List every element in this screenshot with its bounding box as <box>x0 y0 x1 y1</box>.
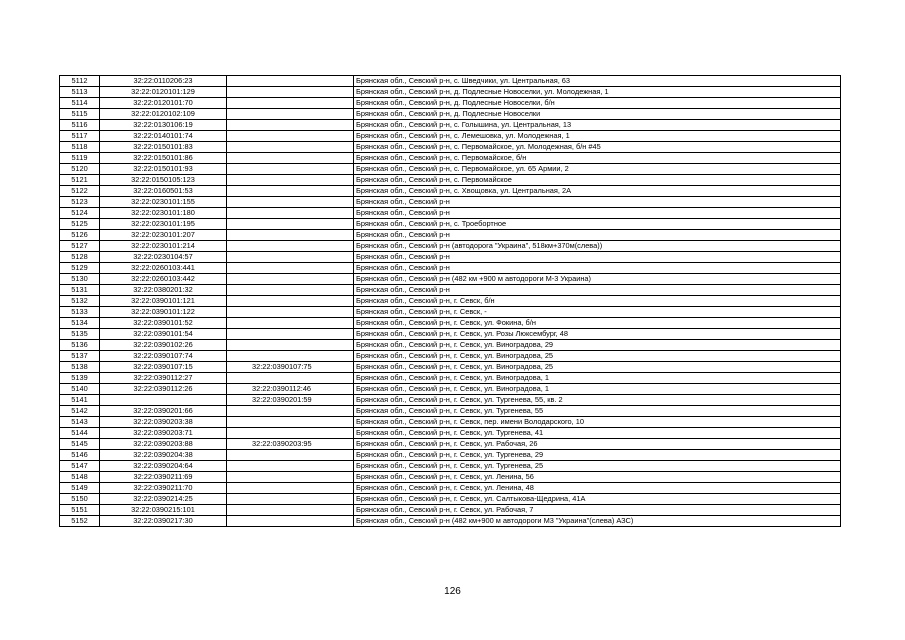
cadastral-number-cell: 32:22:0390211:70 <box>100 483 227 494</box>
cadastral-number-cell: 32:22:0390204:64 <box>100 461 227 472</box>
address-cell: Брянская обл., Севский р-н, г. Севск, ул. Тургенева, 55, кв. 2 <box>354 395 841 406</box>
table-row <box>60 307 841 318</box>
address-cell: Брянская обл., Севский р-н, г. Севск, ул. Фокина, б/н <box>354 318 841 329</box>
previous-cadastral-number-cell <box>227 87 354 98</box>
cadastral-number-cell: 32:22:0390102:26 <box>100 340 227 351</box>
previous-cadastral-number-cell <box>227 120 354 131</box>
previous-cadastral-number-cell <box>227 219 354 230</box>
page-number: 126 <box>444 586 461 597</box>
previous-cadastral-number-cell <box>227 186 354 197</box>
row-number-cell: 5126 <box>60 230 100 241</box>
table-row <box>60 186 841 197</box>
cadastral-number-cell <box>100 395 227 406</box>
cadastral-number-cell: 32:22:0390101:121 <box>100 296 227 307</box>
previous-cadastral-number-cell <box>227 164 354 175</box>
row-number-cell: 5116 <box>60 120 100 131</box>
row-number-cell: 5137 <box>60 351 100 362</box>
row-number-cell: 5140 <box>60 384 100 395</box>
previous-cadastral-number-cell: 32:22:0390107:75 <box>227 362 354 373</box>
row-number-cell: 5115 <box>60 109 100 120</box>
cadastral-number-cell: 32:22:0230101:195 <box>100 219 227 230</box>
table-row <box>60 263 841 274</box>
previous-cadastral-number-cell: 32:22:0390203:95 <box>227 439 354 450</box>
previous-cadastral-number-cell <box>227 241 354 252</box>
previous-cadastral-number-cell <box>227 285 354 296</box>
address-cell: Брянская обл., Севский р-н (482 км +900 м автодороги М-3 Украина) <box>354 274 841 285</box>
address-cell: Брянская обл., Севский р-н, г. Севск, ул. Виноградова, 1 <box>354 384 841 395</box>
cadastral-number-cell: 32:22:0390101:52 <box>100 318 227 329</box>
table-row <box>60 395 841 406</box>
address-cell: Брянская обл., Севский р-н <box>354 197 841 208</box>
table-row <box>60 208 841 219</box>
table-row <box>60 483 841 494</box>
previous-cadastral-number-cell <box>227 329 354 340</box>
previous-cadastral-number-cell <box>227 483 354 494</box>
table-row <box>60 406 841 417</box>
cadastral-number-cell: 32:22:0390215:101 <box>100 505 227 516</box>
cadastral-number-cell: 32:22:0390203:71 <box>100 428 227 439</box>
table-row <box>60 285 841 296</box>
previous-cadastral-number-cell <box>227 274 354 285</box>
cadastral-number-cell: 32:22:0390107:15 <box>100 362 227 373</box>
cadastral-number-cell: 32:22:0230101:214 <box>100 241 227 252</box>
row-number-cell: 5123 <box>60 197 100 208</box>
cadastral-number-cell: 32:22:0110206:23 <box>100 76 227 87</box>
table-row <box>60 461 841 472</box>
cadastral-number-cell: 32:22:0120101:70 <box>100 98 227 109</box>
row-number-cell: 5147 <box>60 461 100 472</box>
cadastral-number-cell: 32:22:0160501:53 <box>100 186 227 197</box>
previous-cadastral-number-cell <box>227 197 354 208</box>
address-cell: Брянская обл., Севский р-н, с. Первомайское <box>354 175 841 186</box>
cadastral-number-cell: 32:22:0120101:129 <box>100 87 227 98</box>
cadastral-number-cell: 32:22:0390203:38 <box>100 417 227 428</box>
table-row <box>60 362 841 373</box>
cadastral-number-cell: 32:22:0390204:38 <box>100 450 227 461</box>
cadastral-number-cell: 32:22:0380201:32 <box>100 285 227 296</box>
previous-cadastral-number-cell: 32:22:0390112:46 <box>227 384 354 395</box>
previous-cadastral-number-cell <box>227 351 354 362</box>
address-cell: Брянская обл., Севский р-н, г. Севск, - <box>354 307 841 318</box>
address-cell: Брянская обл., Севский р-н, д. Подлесные Новоселки, ул. Молодежная, 1 <box>354 87 841 98</box>
table-row <box>60 505 841 516</box>
row-number-cell: 5129 <box>60 263 100 274</box>
address-cell: Брянская обл., Севский р-н, г. Севск, пер. имени Володарского, 10 <box>354 417 841 428</box>
address-cell: Брянская обл., Севский р-н <box>354 208 841 219</box>
previous-cadastral-number-cell <box>227 450 354 461</box>
cadastral-number-cell: 32:22:0390101:54 <box>100 329 227 340</box>
row-number-cell: 5114 <box>60 98 100 109</box>
table-row <box>60 318 841 329</box>
address-cell: Брянская обл., Севский р-н, г. Севск, ул. Розы Люксембург, 48 <box>354 329 841 340</box>
address-cell: Брянская обл., Севский р-н (автодорога "Украина", 518км+370м(слева)) <box>354 241 841 252</box>
table-row <box>60 109 841 120</box>
cadastral-number-cell: 32:22:0150101:93 <box>100 164 227 175</box>
previous-cadastral-number-cell <box>227 131 354 142</box>
address-cell: Брянская обл., Севский р-н, г. Севск, ул. Рабочая, 7 <box>354 505 841 516</box>
address-cell: Брянская обл., Севский р-н, г. Севск, ул. Тургенева, 41 <box>354 428 841 439</box>
table-row <box>60 175 841 186</box>
table-row <box>60 142 841 153</box>
previous-cadastral-number-cell <box>227 76 354 87</box>
cadastral-number-cell: 32:22:0390203:88 <box>100 439 227 450</box>
previous-cadastral-number-cell <box>227 263 354 274</box>
table-row <box>60 120 841 131</box>
previous-cadastral-number-cell <box>227 472 354 483</box>
row-number-cell: 5125 <box>60 219 100 230</box>
previous-cadastral-number-cell <box>227 98 354 109</box>
previous-cadastral-number-cell <box>227 373 354 384</box>
address-cell: Брянская обл., Севский р-н <box>354 285 841 296</box>
address-cell: Брянская обл., Севский р-н, г. Севск, ул. Рабочая, 26 <box>354 439 841 450</box>
row-number-cell: 5148 <box>60 472 100 483</box>
table-row <box>60 241 841 252</box>
cadastral-number-cell: 32:22:0390112:27 <box>100 373 227 384</box>
cadastral-number-cell: 32:22:0390107:74 <box>100 351 227 362</box>
row-number-cell: 5139 <box>60 373 100 384</box>
table-row <box>60 428 841 439</box>
previous-cadastral-number-cell <box>227 340 354 351</box>
address-cell: Брянская обл., Севский р-н, г. Севск, ул. Ленина, 56 <box>354 472 841 483</box>
address-cell: Брянская обл., Севский р-н, с. Шведчики, ул. Центральная, 63 <box>354 76 841 87</box>
previous-cadastral-number-cell <box>227 208 354 219</box>
cadastral-number-cell: 32:22:0390201:66 <box>100 406 227 417</box>
cadastral-number-cell: 32:22:0390211:69 <box>100 472 227 483</box>
address-cell: Брянская обл., Севский р-н, г. Севск, ул. Тургенева, 29 <box>354 450 841 461</box>
cadastral-number-cell: 32:22:0390214:25 <box>100 494 227 505</box>
row-number-cell: 5120 <box>60 164 100 175</box>
previous-cadastral-number-cell <box>227 175 354 186</box>
previous-cadastral-number-cell <box>227 153 354 164</box>
cadastral-number-cell: 32:22:0150101:83 <box>100 142 227 153</box>
table-row <box>60 230 841 241</box>
row-number-cell: 5112 <box>60 76 100 87</box>
row-number-cell: 5151 <box>60 505 100 516</box>
previous-cadastral-number-cell <box>227 230 354 241</box>
row-number-cell: 5142 <box>60 406 100 417</box>
table-row <box>60 373 841 384</box>
row-number-cell: 5130 <box>60 274 100 285</box>
address-cell: Брянская обл., Севский р-н, с. Лемешовка, ул. Молодежная, 1 <box>354 131 841 142</box>
row-number-cell: 5117 <box>60 131 100 142</box>
address-cell: Брянская обл., Севский р-н, г. Севск, ул. Тургенева, 25 <box>354 461 841 472</box>
address-cell: Брянская обл., Севский р-н, с. Хвощовка, ул. Центральная, 2А <box>354 186 841 197</box>
previous-cadastral-number-cell <box>227 516 354 527</box>
row-number-cell: 5149 <box>60 483 100 494</box>
address-cell: Брянская обл., Севский р-н, г. Севск, ул. Виноградова, 25 <box>354 351 841 362</box>
row-number-cell: 5119 <box>60 153 100 164</box>
address-cell: Брянская обл., Севский р-н, с. Голышина, ул. Центральная, 13 <box>354 120 841 131</box>
cadastral-number-cell: 32:22:0230101:180 <box>100 208 227 219</box>
table-row <box>60 417 841 428</box>
address-cell: Брянская обл., Севский р-н, с. Первомайское, б/н <box>354 153 841 164</box>
previous-cadastral-number-cell <box>227 296 354 307</box>
row-number-cell: 5128 <box>60 252 100 263</box>
address-cell: Брянская обл., Севский р-н, с. Первомайское, ул. Молодежная, б/н #45 <box>354 142 841 153</box>
row-number-cell: 5121 <box>60 175 100 186</box>
table-row <box>60 340 841 351</box>
records-table-body <box>60 76 841 527</box>
previous-cadastral-number-cell <box>227 142 354 153</box>
address-cell: Брянская обл., Севский р-н <box>354 230 841 241</box>
cadastral-number-cell: 32:22:0130106:19 <box>100 120 227 131</box>
row-number-cell: 5138 <box>60 362 100 373</box>
cadastral-number-cell: 32:22:0390101:122 <box>100 307 227 318</box>
row-number-cell: 5124 <box>60 208 100 219</box>
previous-cadastral-number-cell <box>227 461 354 472</box>
address-cell: Брянская обл., Севский р-н, г. Севск, ул. Виноградова, 25 <box>354 362 841 373</box>
previous-cadastral-number-cell <box>227 109 354 120</box>
table-row <box>60 219 841 230</box>
table-row <box>60 439 841 450</box>
cadastral-number-cell: 32:22:0390217:30 <box>100 516 227 527</box>
records-table <box>59 75 841 527</box>
cadastral-number-cell: 32:22:0390112:26 <box>100 384 227 395</box>
row-number-cell: 5133 <box>60 307 100 318</box>
previous-cadastral-number-cell <box>227 428 354 439</box>
cadastral-number-cell: 32:22:0150101:86 <box>100 153 227 164</box>
row-number-cell: 5145 <box>60 439 100 450</box>
row-number-cell: 5135 <box>60 329 100 340</box>
address-cell: Брянская обл., Севский р-н, г. Севск, ул. Ленина, 48 <box>354 483 841 494</box>
previous-cadastral-number-cell: 32:22:0390201:59 <box>227 395 354 406</box>
address-cell: Брянская обл., Севский р-н <box>354 263 841 274</box>
cadastral-number-cell: 32:22:0260103:442 <box>100 274 227 285</box>
previous-cadastral-number-cell <box>227 307 354 318</box>
previous-cadastral-number-cell <box>227 318 354 329</box>
address-cell: Брянская обл., Севский р-н, с. Первомайское, ул. 65 Армии, 2 <box>354 164 841 175</box>
row-number-cell: 5144 <box>60 428 100 439</box>
cadastral-number-cell: 32:22:0260103:441 <box>100 263 227 274</box>
table-row <box>60 384 841 395</box>
table-row <box>60 164 841 175</box>
table-row <box>60 329 841 340</box>
address-cell: Брянская обл., Севский р-н, д. Подлесные Новоселки, б/н <box>354 98 841 109</box>
address-cell: Брянская обл., Севский р-н, г. Севск, ул. Виноградова, 1 <box>354 373 841 384</box>
previous-cadastral-number-cell <box>227 417 354 428</box>
cadastral-number-cell: 32:22:0120102:109 <box>100 109 227 120</box>
cadastral-number-cell: 32:22:0230101:207 <box>100 230 227 241</box>
cadastral-number-cell: 32:22:0230101:155 <box>100 197 227 208</box>
address-cell: Брянская обл., Севский р-н, г. Севск, ул. Виноградова, 29 <box>354 340 841 351</box>
table-row <box>60 351 841 362</box>
address-cell: Брянская обл., Севский р-н, с. Троебортное <box>354 219 841 230</box>
address-cell: Брянская обл., Севский р-н (482 км+900 м автодороги М3 "Украина"(слева) АЗС) <box>354 516 841 527</box>
previous-cadastral-number-cell <box>227 252 354 263</box>
previous-cadastral-number-cell <box>227 505 354 516</box>
row-number-cell: 5113 <box>60 87 100 98</box>
previous-cadastral-number-cell <box>227 406 354 417</box>
previous-cadastral-number-cell <box>227 494 354 505</box>
address-cell: Брянская обл., Севский р-н, д. Подлесные Новоселки <box>354 109 841 120</box>
address-cell: Брянская обл., Севский р-н, г. Севск, б/н <box>354 296 841 307</box>
table-row <box>60 131 841 142</box>
address-cell: Брянская обл., Севский р-н <box>354 252 841 263</box>
address-cell: Брянская обл., Севский р-н, г. Севск, ул. Салтыкова-Щедрина, 41А <box>354 494 841 505</box>
row-number-cell: 5141 <box>60 395 100 406</box>
table-row <box>60 494 841 505</box>
row-number-cell: 5134 <box>60 318 100 329</box>
table-row <box>60 274 841 285</box>
table-row <box>60 296 841 307</box>
table-row <box>60 450 841 461</box>
table-row <box>60 87 841 98</box>
row-number-cell: 5122 <box>60 186 100 197</box>
table-row <box>60 472 841 483</box>
row-number-cell: 5127 <box>60 241 100 252</box>
table-row <box>60 197 841 208</box>
cadastral-number-cell: 32:22:0150105:123 <box>100 175 227 186</box>
row-number-cell: 5143 <box>60 417 100 428</box>
table-row <box>60 252 841 263</box>
cadastral-number-cell: 32:22:0230104:57 <box>100 252 227 263</box>
row-number-cell: 5118 <box>60 142 100 153</box>
cadastral-number-cell: 32:22:0140101:74 <box>100 131 227 142</box>
table-row <box>60 516 841 527</box>
table-row <box>60 153 841 164</box>
row-number-cell: 5146 <box>60 450 100 461</box>
table-row <box>60 76 841 87</box>
row-number-cell: 5132 <box>60 296 100 307</box>
row-number-cell: 5150 <box>60 494 100 505</box>
row-number-cell: 5152 <box>60 516 100 527</box>
address-cell: Брянская обл., Севский р-н, г. Севск, ул. Тургенева, 55 <box>354 406 841 417</box>
table-row <box>60 98 841 109</box>
row-number-cell: 5131 <box>60 285 100 296</box>
row-number-cell: 5136 <box>60 340 100 351</box>
